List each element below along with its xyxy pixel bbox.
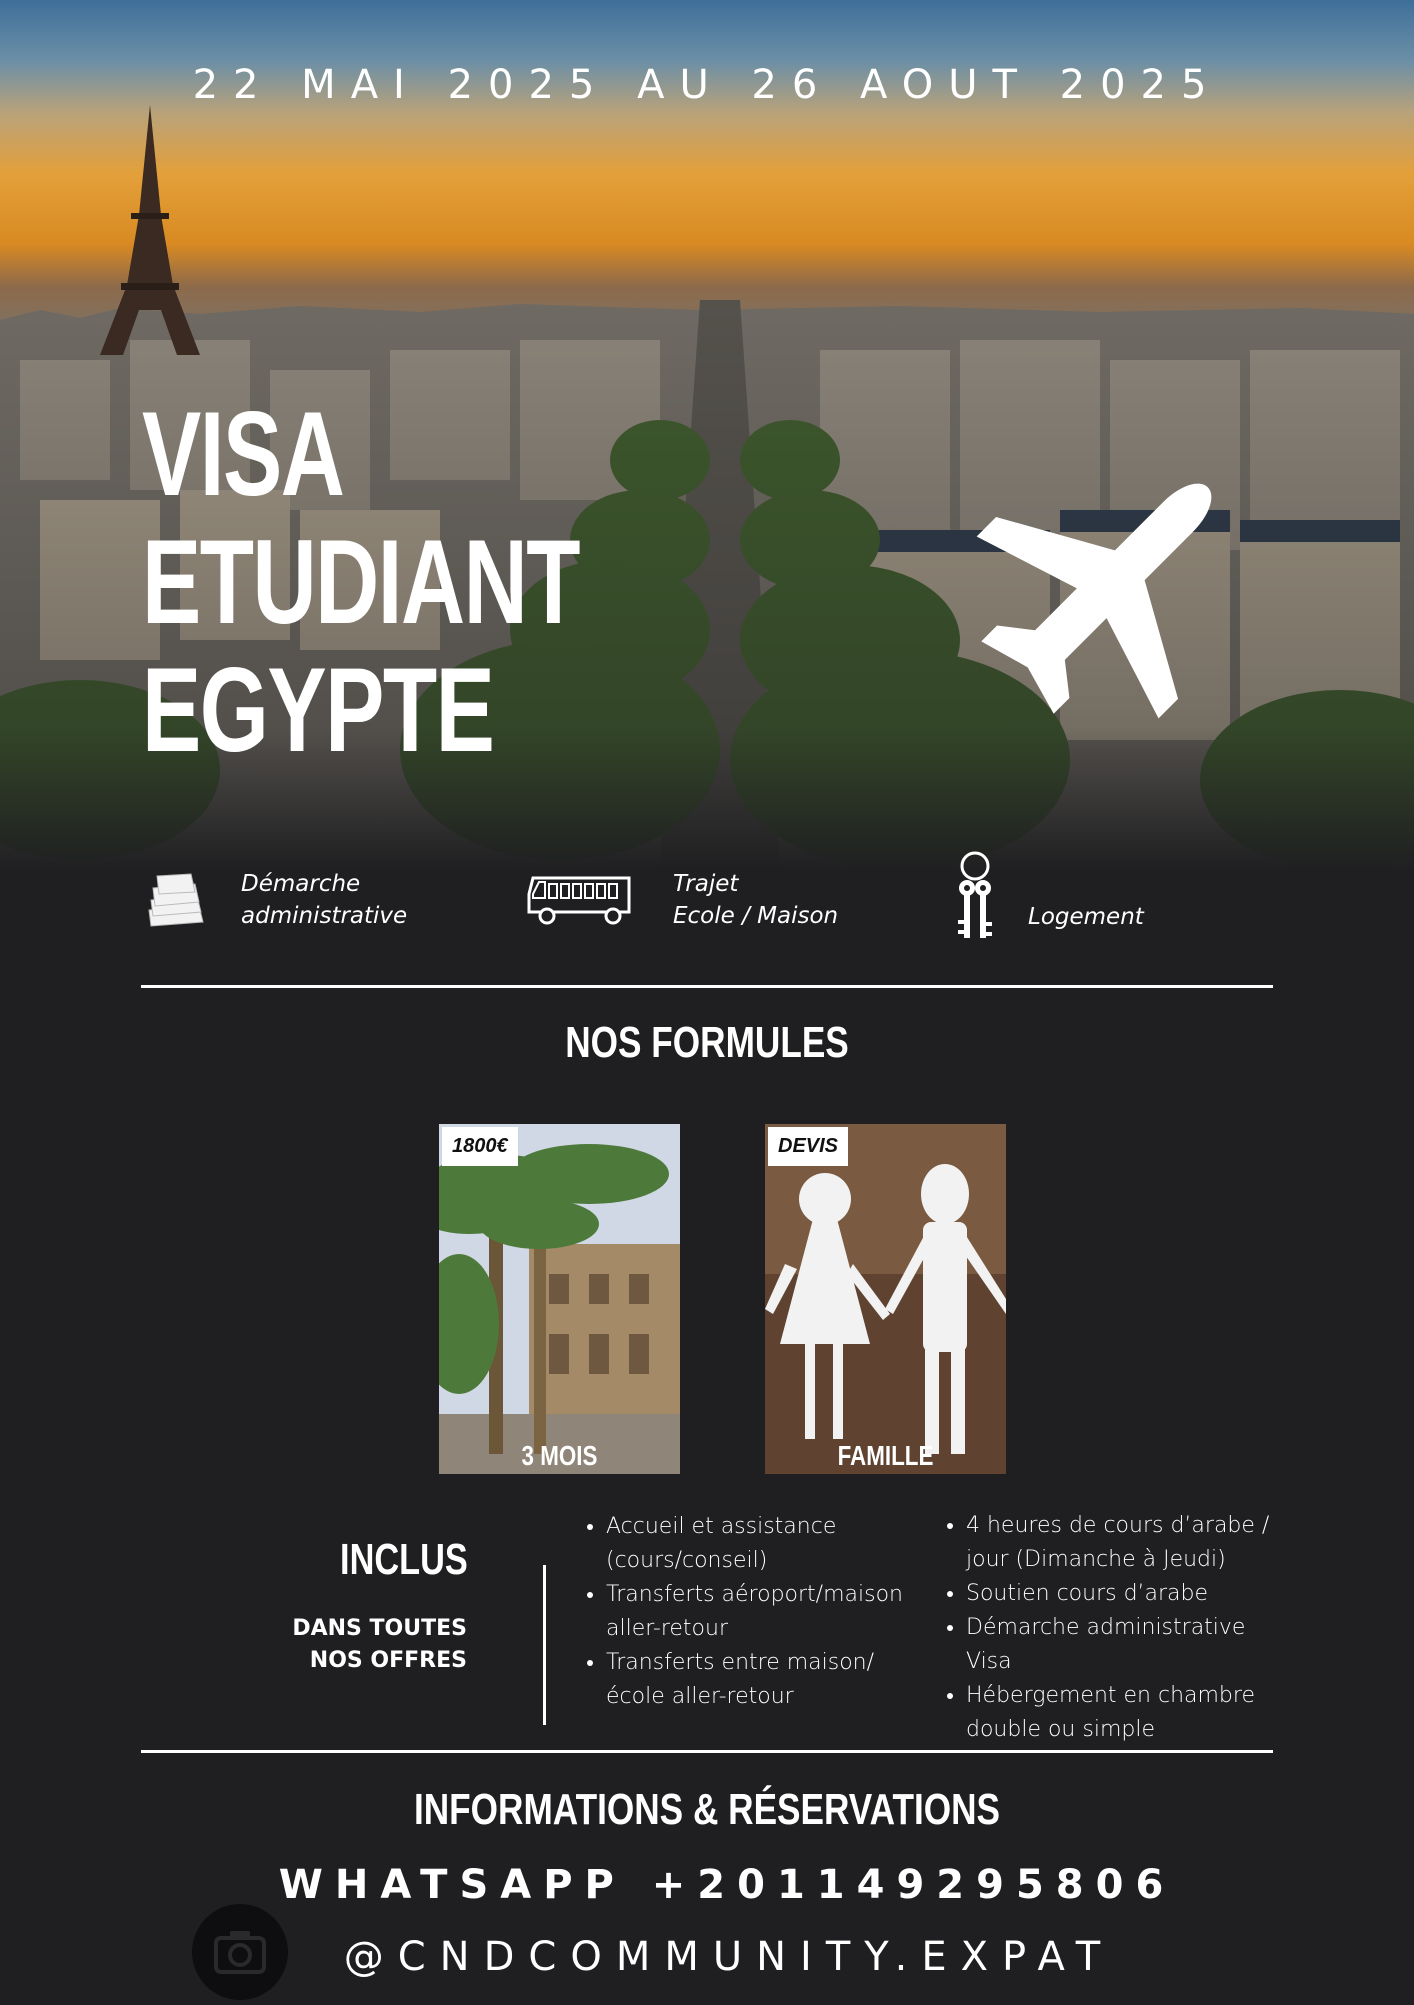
- price-tag: 1800€: [442, 1127, 518, 1166]
- feature-label: Ecole / Maison: [673, 903, 839, 929]
- included-subtitle-line: NOS OFFRES: [309, 1648, 467, 1673]
- list-item: [606, 1646, 903, 1714]
- list-item: [606, 1510, 903, 1578]
- item-text: jour (Dimanche à Jeudi): [966, 1547, 1226, 1572]
- card-label: 3 MOIS: [521, 1440, 598, 1471]
- item-text: Visa: [966, 1649, 1012, 1674]
- item-text: Soutien cours d’arabe: [966, 1581, 1209, 1606]
- divider: [141, 985, 1273, 988]
- documents-stack-icon: [143, 870, 207, 930]
- list-item: [966, 1509, 1269, 1577]
- item-text: 4 heures de cours d’arabe /: [966, 1513, 1270, 1538]
- item-text: aller-retour: [606, 1616, 728, 1641]
- title-line: VISA: [142, 387, 344, 521]
- keys-icon: [950, 850, 1000, 950]
- feature-label: administrative: [241, 903, 408, 929]
- list-item: [606, 1578, 903, 1646]
- item-text: Accueil et assistance: [606, 1514, 837, 1539]
- quote-tag: DEVIS: [768, 1127, 848, 1166]
- item-text: Démarche administrative: [966, 1615, 1246, 1640]
- item-text: Hébergement en chambre: [966, 1683, 1255, 1708]
- included-subtitle-line: DANS TOUTES: [292, 1616, 467, 1641]
- item-text: Transferts aéroport/maison: [606, 1582, 903, 1607]
- divider: [141, 1750, 1273, 1753]
- page-title: [142, 387, 580, 777]
- hero-banner: [0, 0, 1414, 870]
- feature-label: Démarche: [241, 871, 361, 897]
- program-dates: 22 MAI 2025 AU 26 AOUT 2025: [192, 62, 1222, 108]
- whatsapp-contact[interactable]: WHATSAPP +201149295806: [278, 1862, 1176, 1908]
- included-list-left: [578, 1510, 903, 1714]
- bus-icon: [525, 872, 635, 928]
- included-title: INCLUS: [340, 1535, 468, 1584]
- feature-label: Logement: [1028, 904, 1144, 930]
- contact-title: INFORMATIONS & RÉSERVATIONS: [413, 1785, 1001, 1834]
- paper-couple-photo: [765, 1124, 1006, 1474]
- feature-transport: [525, 845, 838, 955]
- included-list-right: [938, 1509, 1269, 1747]
- feature-admin: [143, 845, 407, 955]
- feature-housing: [950, 845, 1144, 955]
- eiffel-tower-illustration: [95, 105, 205, 355]
- list-item: [966, 1611, 1269, 1679]
- feature-label: Trajet: [673, 871, 739, 897]
- item-text: (cours/conseil): [606, 1548, 768, 1573]
- airplane-icon: [950, 430, 1265, 745]
- list-item: [966, 1577, 1269, 1611]
- card-label: FAMILLE: [837, 1440, 934, 1471]
- included-subtitle: [292, 1613, 467, 1677]
- formule-card-3-mois[interactable]: [439, 1124, 680, 1474]
- vertical-divider: [543, 1565, 546, 1725]
- title-line: EGYPTE: [142, 643, 494, 777]
- palm-courtyard-photo: [439, 1124, 680, 1474]
- instagram-handle[interactable]: @CNDCOMMUNITY.EXPAT: [343, 1934, 1115, 1980]
- formule-card-famille[interactable]: [765, 1124, 1006, 1474]
- item-text: Transferts entre maison/: [606, 1650, 875, 1675]
- item-text: double ou simple: [966, 1717, 1155, 1742]
- list-item: [966, 1679, 1269, 1747]
- formules-title: NOS FORMULES: [565, 1018, 849, 1067]
- title-line: ETUDIANT: [142, 515, 580, 649]
- item-text: école aller-retour: [606, 1684, 794, 1709]
